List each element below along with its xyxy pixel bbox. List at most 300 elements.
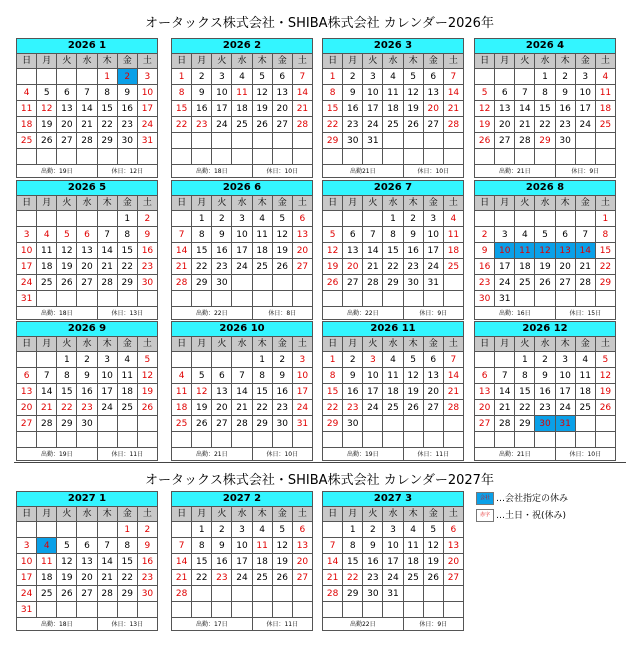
day-cell: 17 <box>97 384 117 400</box>
empty-cell <box>292 149 312 165</box>
day-cell: 27 <box>212 416 232 432</box>
empty-cell <box>37 602 57 618</box>
weekday-label: 木 <box>252 337 272 352</box>
month-calendar <box>16 491 158 631</box>
day-cell: 2 <box>212 211 232 227</box>
weekday-label: 月 <box>192 196 212 211</box>
empty-cell <box>272 275 292 291</box>
week-row <box>323 243 464 259</box>
day-cell: 7 <box>323 538 343 554</box>
day-cell: 7 <box>515 85 535 101</box>
day-cell: 8 <box>117 538 137 554</box>
weekday-label: 金 <box>423 507 443 522</box>
day-cell: 27 <box>423 400 443 416</box>
month-calendar <box>16 180 158 320</box>
week-row <box>323 227 464 243</box>
day-cell: 12 <box>403 85 423 101</box>
day-cell: 11 <box>443 227 463 243</box>
work-days-count: 出勤：19日 <box>17 165 98 178</box>
day-cell: 4 <box>575 352 595 368</box>
day-cell: 15 <box>57 384 77 400</box>
day-cell: 22 <box>172 117 192 133</box>
empty-cell <box>57 602 77 618</box>
day-cell: 12 <box>475 101 495 117</box>
day-cell: 10 <box>212 85 232 101</box>
empty-cell <box>137 149 157 165</box>
day-cell: 5 <box>272 522 292 538</box>
day-cell: 21 <box>515 117 535 133</box>
day-cell: 19 <box>595 384 615 400</box>
empty-cell <box>117 602 137 618</box>
day-cell: 26 <box>403 117 423 133</box>
off-days-count: 休日：10日 <box>403 165 463 178</box>
weekday-label: 金 <box>272 196 292 211</box>
empty-cell <box>252 291 272 307</box>
day-cell: 15 <box>323 384 343 400</box>
day-cell: 8 <box>323 368 343 384</box>
off-days-count: 休日：11日 <box>97 448 157 461</box>
day-cell: 26 <box>37 133 57 149</box>
empty-cell <box>443 602 463 618</box>
weekday-label: 水 <box>535 54 555 69</box>
weekday-label: 土 <box>137 54 157 69</box>
day-cell: 8 <box>172 85 192 101</box>
day-cell: 5 <box>595 352 615 368</box>
day-cell: 7 <box>97 227 117 243</box>
work-days-count: 出勤：22日 <box>323 307 404 320</box>
legend-company-label: …会社指定の休み <box>496 494 569 504</box>
month-title: 2026 7 <box>323 181 464 196</box>
day-cell: 22 <box>57 400 77 416</box>
day-cell: 25 <box>117 400 137 416</box>
day-cell: 27 <box>57 133 77 149</box>
day-cell: 24 <box>137 117 157 133</box>
empty-cell <box>423 586 443 602</box>
calendar-title-2027: オータックス株式会社・SHIBA株式会社 カレンダー2027年 <box>145 473 494 488</box>
day-cell: 23 <box>192 117 212 133</box>
day-cell: 13 <box>272 85 292 101</box>
day-cell: 23 <box>535 400 555 416</box>
day-cell: 9 <box>117 85 137 101</box>
day-cell: 10 <box>97 368 117 384</box>
work-days-count: 出勤：18日 <box>172 165 253 178</box>
day-cell: 22 <box>97 117 117 133</box>
day-cell: 12 <box>423 538 443 554</box>
day-cell: 25 <box>383 117 403 133</box>
day-cell: 27 <box>555 275 575 291</box>
empty-cell <box>137 416 157 432</box>
empty-cell <box>292 602 312 618</box>
week-row <box>172 554 313 570</box>
empty-cell <box>192 586 212 602</box>
month-title: 2026 5 <box>17 181 158 196</box>
day-cell: 7 <box>77 85 97 101</box>
empty-cell <box>17 432 37 448</box>
day-cell: 18 <box>17 117 37 133</box>
day-cell: 30 <box>363 586 383 602</box>
week-row <box>475 291 616 307</box>
weekday-label: 土 <box>443 507 463 522</box>
day-cell: 30 <box>343 416 363 432</box>
day-cell: 10 <box>555 368 575 384</box>
day-cell: 4 <box>172 368 192 384</box>
month-title: 2026 9 <box>17 322 158 337</box>
week-row <box>323 133 464 149</box>
day-cell: 12 <box>137 368 157 384</box>
week-row <box>17 400 158 416</box>
day-cell: 24 <box>495 275 515 291</box>
month-title: 2026 8 <box>475 181 616 196</box>
day-cell: 29 <box>343 586 363 602</box>
day-cell: 20 <box>423 101 443 117</box>
weekday-label: 金 <box>423 337 443 352</box>
day-cell: 8 <box>515 368 535 384</box>
day-cell: 3 <box>575 69 595 85</box>
week-row <box>475 400 616 416</box>
day-cell: 30 <box>137 275 157 291</box>
weekday-label: 木 <box>252 196 272 211</box>
weekday-label: 土 <box>595 54 615 69</box>
day-cell: 14 <box>97 554 117 570</box>
empty-cell <box>495 432 515 448</box>
day-cell: 15 <box>192 243 212 259</box>
empty-cell <box>192 291 212 307</box>
month-title: 2027 1 <box>17 492 158 507</box>
day-cell: 28 <box>77 133 97 149</box>
work-days-count: 出勤：16日 <box>475 307 556 320</box>
weekday-label: 日 <box>17 337 37 352</box>
day-cell: 1 <box>117 211 137 227</box>
empty-cell <box>595 291 615 307</box>
empty-cell <box>57 291 77 307</box>
empty-cell <box>232 149 252 165</box>
off-days-count: 休日：13日 <box>97 618 157 631</box>
month-title: 2027 2 <box>172 492 313 507</box>
weekday-label: 水 <box>232 196 252 211</box>
weekday-label: 日 <box>323 337 343 352</box>
weekday-label: 金 <box>117 337 137 352</box>
empty-cell <box>575 211 595 227</box>
empty-cell <box>515 211 535 227</box>
day-cell: 11 <box>37 243 57 259</box>
day-cell: 22 <box>192 570 212 586</box>
day-cell: 11 <box>232 85 252 101</box>
empty-cell <box>443 133 463 149</box>
empty-cell <box>323 432 343 448</box>
day-cell: 13 <box>292 538 312 554</box>
week-row <box>323 291 464 307</box>
day-cell: 24 <box>232 259 252 275</box>
day-cell: 19 <box>272 243 292 259</box>
day-cell: 3 <box>97 352 117 368</box>
day-cell: 20 <box>292 243 312 259</box>
weekday-label: 月 <box>37 337 57 352</box>
weekday-label: 月 <box>37 507 57 522</box>
empty-cell <box>595 149 615 165</box>
day-cell: 31 <box>17 602 37 618</box>
day-cell: 17 <box>363 384 383 400</box>
weekday-label: 月 <box>192 507 212 522</box>
day-cell: 24 <box>423 259 443 275</box>
empty-cell <box>37 211 57 227</box>
month-calendar <box>474 321 616 461</box>
empty-cell <box>192 133 212 149</box>
empty-cell <box>172 291 192 307</box>
day-cell: 25 <box>37 586 57 602</box>
week-row <box>323 85 464 101</box>
week-row <box>475 416 616 432</box>
day-cell: 18 <box>252 554 272 570</box>
week-row <box>323 586 464 602</box>
day-cell: 3 <box>17 227 37 243</box>
day-cell: 16 <box>212 243 232 259</box>
weekday-label: 月 <box>343 337 363 352</box>
day-cell: 27 <box>475 416 495 432</box>
day-cell: 4 <box>252 211 272 227</box>
day-cell: 22 <box>535 117 555 133</box>
day-cell: 29 <box>192 275 212 291</box>
day-cell: 31 <box>363 133 383 149</box>
day-cell: 6 <box>292 522 312 538</box>
month-calendar <box>171 180 313 320</box>
day-cell: 21 <box>97 259 117 275</box>
weekday-label: 日 <box>172 54 192 69</box>
weekday-label: 日 <box>17 54 37 69</box>
weekday-label: 火 <box>515 337 535 352</box>
day-cell: 29 <box>535 133 555 149</box>
day-cell: 3 <box>232 211 252 227</box>
day-cell: 16 <box>403 243 423 259</box>
day-cell: 21 <box>363 259 383 275</box>
day-cell: 6 <box>475 368 495 384</box>
off-days-count: 休日：13日 <box>97 307 157 320</box>
week-row <box>17 352 158 368</box>
weekday-label: 土 <box>443 54 463 69</box>
day-cell: 13 <box>423 85 443 101</box>
empty-cell <box>97 291 117 307</box>
day-cell: 16 <box>117 101 137 117</box>
empty-cell <box>383 291 403 307</box>
day-cell: 28 <box>292 117 312 133</box>
empty-cell <box>363 211 383 227</box>
day-cell: 8 <box>117 227 137 243</box>
day-cell: 17 <box>363 101 383 117</box>
day-cell: 15 <box>252 384 272 400</box>
empty-cell <box>77 522 97 538</box>
weekday-label: 土 <box>137 507 157 522</box>
day-cell: 25 <box>515 275 535 291</box>
weekday-label: 日 <box>323 507 343 522</box>
month-title: 2026 6 <box>172 181 313 196</box>
day-cell: 1 <box>383 211 403 227</box>
week-row <box>17 149 158 165</box>
day-cell: 4 <box>17 85 37 101</box>
empty-cell <box>117 291 137 307</box>
day-cell: 1 <box>57 352 77 368</box>
empty-cell <box>323 522 343 538</box>
day-cell: 9 <box>343 85 363 101</box>
day-cell: 23 <box>137 570 157 586</box>
off-days-count: 休日：9日 <box>555 165 615 178</box>
day-cell: 12 <box>272 227 292 243</box>
legend-holiday-label: …土日・祝(休み) <box>496 511 567 521</box>
day-cell: 27 <box>495 133 515 149</box>
week-row <box>172 522 313 538</box>
day-cell: 15 <box>192 554 212 570</box>
day-cell: 11 <box>252 538 272 554</box>
weekday-label: 金 <box>575 337 595 352</box>
work-days-count: 出勤21日 <box>323 165 404 178</box>
day-cell: 17 <box>292 384 312 400</box>
empty-cell <box>363 291 383 307</box>
off-days-count: 休日：11日 <box>252 618 312 631</box>
weekday-label: 木 <box>555 54 575 69</box>
day-cell: 23 <box>363 570 383 586</box>
day-cell: 27 <box>17 416 37 432</box>
day-cell: 18 <box>515 259 535 275</box>
empty-cell <box>272 291 292 307</box>
day-cell: 10 <box>232 538 252 554</box>
day-cell: 5 <box>423 522 443 538</box>
day-cell: 18 <box>37 570 57 586</box>
weekday-label: 火 <box>57 337 77 352</box>
empty-cell <box>192 432 212 448</box>
empty-cell <box>37 522 57 538</box>
off-days-count: 休日：9日 <box>403 618 463 631</box>
empty-cell <box>423 432 443 448</box>
day-cell: 10 <box>383 538 403 554</box>
day-cell: 2 <box>403 211 423 227</box>
empty-cell <box>475 69 495 85</box>
day-cell: 2 <box>343 352 363 368</box>
day-cell: 20 <box>423 384 443 400</box>
week-row <box>172 538 313 554</box>
week-row <box>17 384 158 400</box>
weekday-label: 日 <box>323 54 343 69</box>
day-cell: 11 <box>252 227 272 243</box>
day-cell: 3 <box>292 352 312 368</box>
empty-cell <box>292 432 312 448</box>
empty-cell <box>232 352 252 368</box>
day-cell: 30 <box>343 133 363 149</box>
day-cell: 7 <box>495 368 515 384</box>
week-row <box>475 352 616 368</box>
empty-cell <box>475 432 495 448</box>
day-cell: 3 <box>363 352 383 368</box>
week-row <box>475 101 616 117</box>
day-cell: 20 <box>77 259 97 275</box>
weekday-label: 土 <box>292 337 312 352</box>
empty-cell <box>383 416 403 432</box>
day-cell: 17 <box>383 554 403 570</box>
day-cell: 9 <box>343 368 363 384</box>
week-row <box>323 117 464 133</box>
day-cell: 16 <box>343 384 363 400</box>
day-cell: 18 <box>37 259 57 275</box>
day-cell: 22 <box>383 259 403 275</box>
day-cell: 4 <box>443 211 463 227</box>
off-days-count: 休日：10日 <box>555 448 615 461</box>
day-cell: 18 <box>232 101 252 117</box>
day-cell: 5 <box>252 69 272 85</box>
work-days-count: 出勤：21日 <box>475 165 556 178</box>
week-row <box>475 227 616 243</box>
day-cell: 2 <box>137 522 157 538</box>
day-cell: 5 <box>323 227 343 243</box>
off-days-count: 休日：11日 <box>403 448 463 461</box>
week-row <box>172 133 313 149</box>
day-cell: 5 <box>192 368 212 384</box>
empty-cell <box>363 602 383 618</box>
empty-cell <box>192 602 212 618</box>
empty-cell <box>192 149 212 165</box>
week-row <box>17 554 158 570</box>
day-cell: 4 <box>515 227 535 243</box>
day-cell: 12 <box>57 554 77 570</box>
empty-cell <box>515 291 535 307</box>
month-calendar <box>171 321 313 461</box>
day-cell: 16 <box>137 243 157 259</box>
weekday-label: 金 <box>272 337 292 352</box>
day-cell: 6 <box>212 368 232 384</box>
week-row <box>475 432 616 448</box>
day-cell: 19 <box>423 554 443 570</box>
weekday-label: 火 <box>212 337 232 352</box>
day-cell: 11 <box>117 368 137 384</box>
day-cell: 28 <box>515 133 535 149</box>
week-row <box>172 416 313 432</box>
day-cell: 9 <box>535 368 555 384</box>
day-cell: 28 <box>172 586 192 602</box>
empty-cell <box>37 291 57 307</box>
legend-company-holiday <box>476 491 568 507</box>
day-cell: 13 <box>77 243 97 259</box>
day-cell: 6 <box>57 85 77 101</box>
day-cell: 27 <box>292 570 312 586</box>
week-row <box>17 368 158 384</box>
day-cell: 25 <box>37 275 57 291</box>
empty-cell <box>343 291 363 307</box>
week-row <box>17 570 158 586</box>
weekday-label: 金 <box>423 54 443 69</box>
day-cell: 21 <box>292 101 312 117</box>
weekday-label: 木 <box>97 196 117 211</box>
day-cell: 14 <box>575 243 595 259</box>
weekday-label: 木 <box>97 54 117 69</box>
day-cell: 19 <box>57 259 77 275</box>
day-cell: 6 <box>17 368 37 384</box>
weekday-label: 火 <box>212 54 232 69</box>
day-cell: 12 <box>37 101 57 117</box>
empty-cell <box>403 133 423 149</box>
day-cell: 21 <box>495 400 515 416</box>
week-row <box>323 211 464 227</box>
day-cell: 25 <box>575 400 595 416</box>
week-row <box>323 259 464 275</box>
day-cell: 20 <box>495 117 515 133</box>
day-cell: 20 <box>272 101 292 117</box>
day-cell: 2 <box>272 352 292 368</box>
day-cell: 27 <box>292 259 312 275</box>
day-cell: 6 <box>423 352 443 368</box>
day-cell: 8 <box>57 368 77 384</box>
weekday-label: 木 <box>97 337 117 352</box>
day-cell: 30 <box>535 416 555 432</box>
week-row <box>17 538 158 554</box>
day-cell: 15 <box>172 101 192 117</box>
empty-cell <box>595 133 615 149</box>
week-row <box>323 352 464 368</box>
